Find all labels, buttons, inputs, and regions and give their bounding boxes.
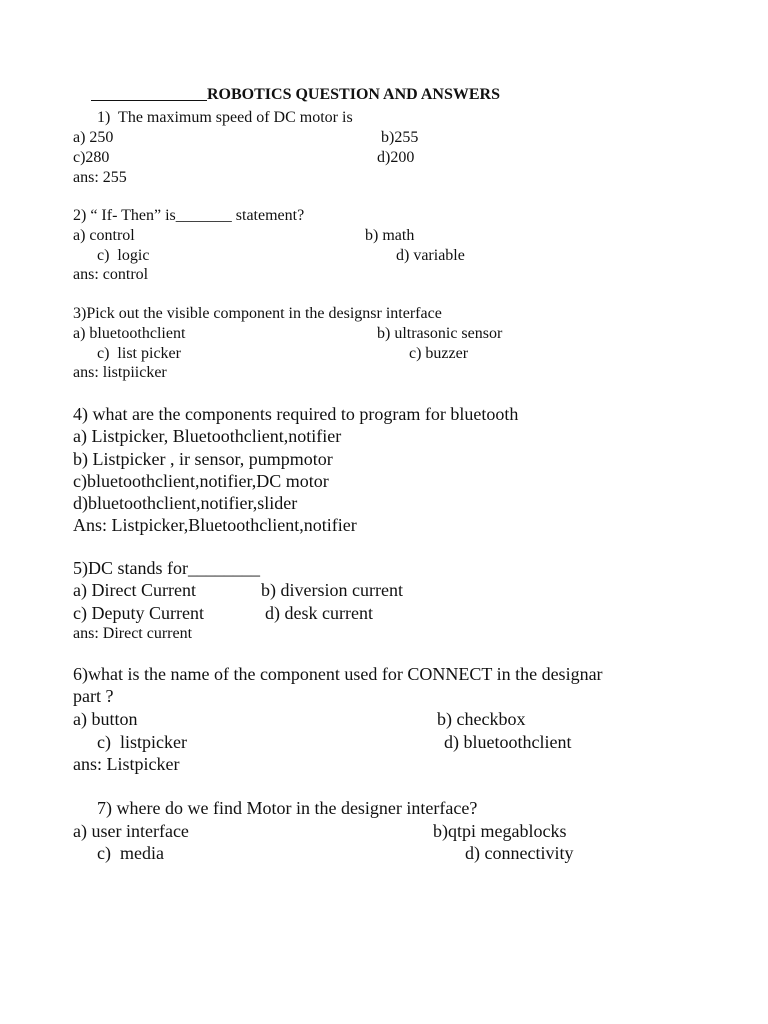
question-6-text-line2: part ?	[73, 686, 114, 706]
question-7-text: 7) where do we find Motor in the designer interface?	[97, 798, 478, 818]
question-1-answer: ans: 255	[73, 169, 127, 186]
question-6-text-line1: 6)what is the name of the component used for CONNECT in the designar	[73, 664, 603, 684]
question-7-option-a: a) user interface	[73, 821, 189, 841]
question-2-text: 2) “ If- Then” is_______ statement?	[73, 207, 305, 224]
question-7-option-b: b)qtpi megablocks	[433, 821, 567, 841]
question-6-option-d: d) bluetoothclient	[444, 732, 572, 752]
question-2-option-c: c) logic	[97, 247, 150, 264]
title-text: ROBOTICS QUESTION AND ANSWERS	[207, 86, 500, 103]
question-3-option-a: a) bluetoothclient	[73, 325, 186, 342]
question-5-option-b: b) diversion current	[261, 580, 403, 600]
question-7-option-d: d) connectivity	[465, 843, 574, 863]
question-4-option-a: a) Listpicker, Bluetoothclient,notifier	[73, 426, 342, 446]
question-5-option-a: a) Direct Current	[73, 580, 196, 600]
question-2-option-b: b) math	[365, 227, 415, 244]
title-underline-blank	[91, 100, 207, 101]
question-5-text: 5)DC stands for________	[73, 558, 260, 578]
question-2-option-d: d) variable	[396, 247, 465, 264]
question-2-answer: ans: control	[73, 266, 149, 283]
question-3-answer: ans: listpiicker	[73, 364, 167, 381]
question-4-option-b: b) Listpicker , ir sensor, pumpmotor	[73, 449, 333, 469]
question-3-option-b: b) ultrasonic sensor	[377, 325, 503, 342]
question-1-option-a: a) 250	[73, 129, 114, 146]
question-1-option-c: c)280	[73, 149, 110, 166]
question-6-option-a: a) button	[73, 709, 138, 729]
question-4-option-c: c)bluetoothclient,notifier,DC motor	[73, 471, 329, 491]
question-5-option-c: c) Deputy Current	[73, 603, 204, 623]
question-3-text: 3)Pick out the visible component in the designsr interface	[73, 305, 442, 322]
question-4-text: 4) what are the components required to program for bluetooth	[73, 404, 519, 424]
question-6-option-b: b) checkbox	[437, 709, 526, 729]
question-4-answer: Ans: Listpicker,Bluetoothclient,notifier	[73, 515, 357, 535]
question-1-option-b: b)255	[381, 129, 419, 146]
question-4-option-d: d)bluetoothclient,notifier,slider	[73, 493, 298, 513]
question-1-text: 1) The maximum speed of DC motor is	[97, 109, 353, 126]
question-6-answer: ans: Listpicker	[73, 754, 180, 774]
question-3-option-c: c) list picker	[97, 345, 181, 362]
question-6-option-c: c) listpicker	[97, 732, 187, 752]
question-5-option-d: d) desk current	[265, 603, 373, 623]
question-1-option-d: d)200	[377, 149, 415, 166]
question-2-option-a: a) control	[73, 227, 135, 244]
question-7-option-c: c) media	[97, 843, 164, 863]
question-3-option-d: c) buzzer	[409, 345, 469, 362]
question-5-answer: ans: Direct current	[73, 625, 193, 642]
